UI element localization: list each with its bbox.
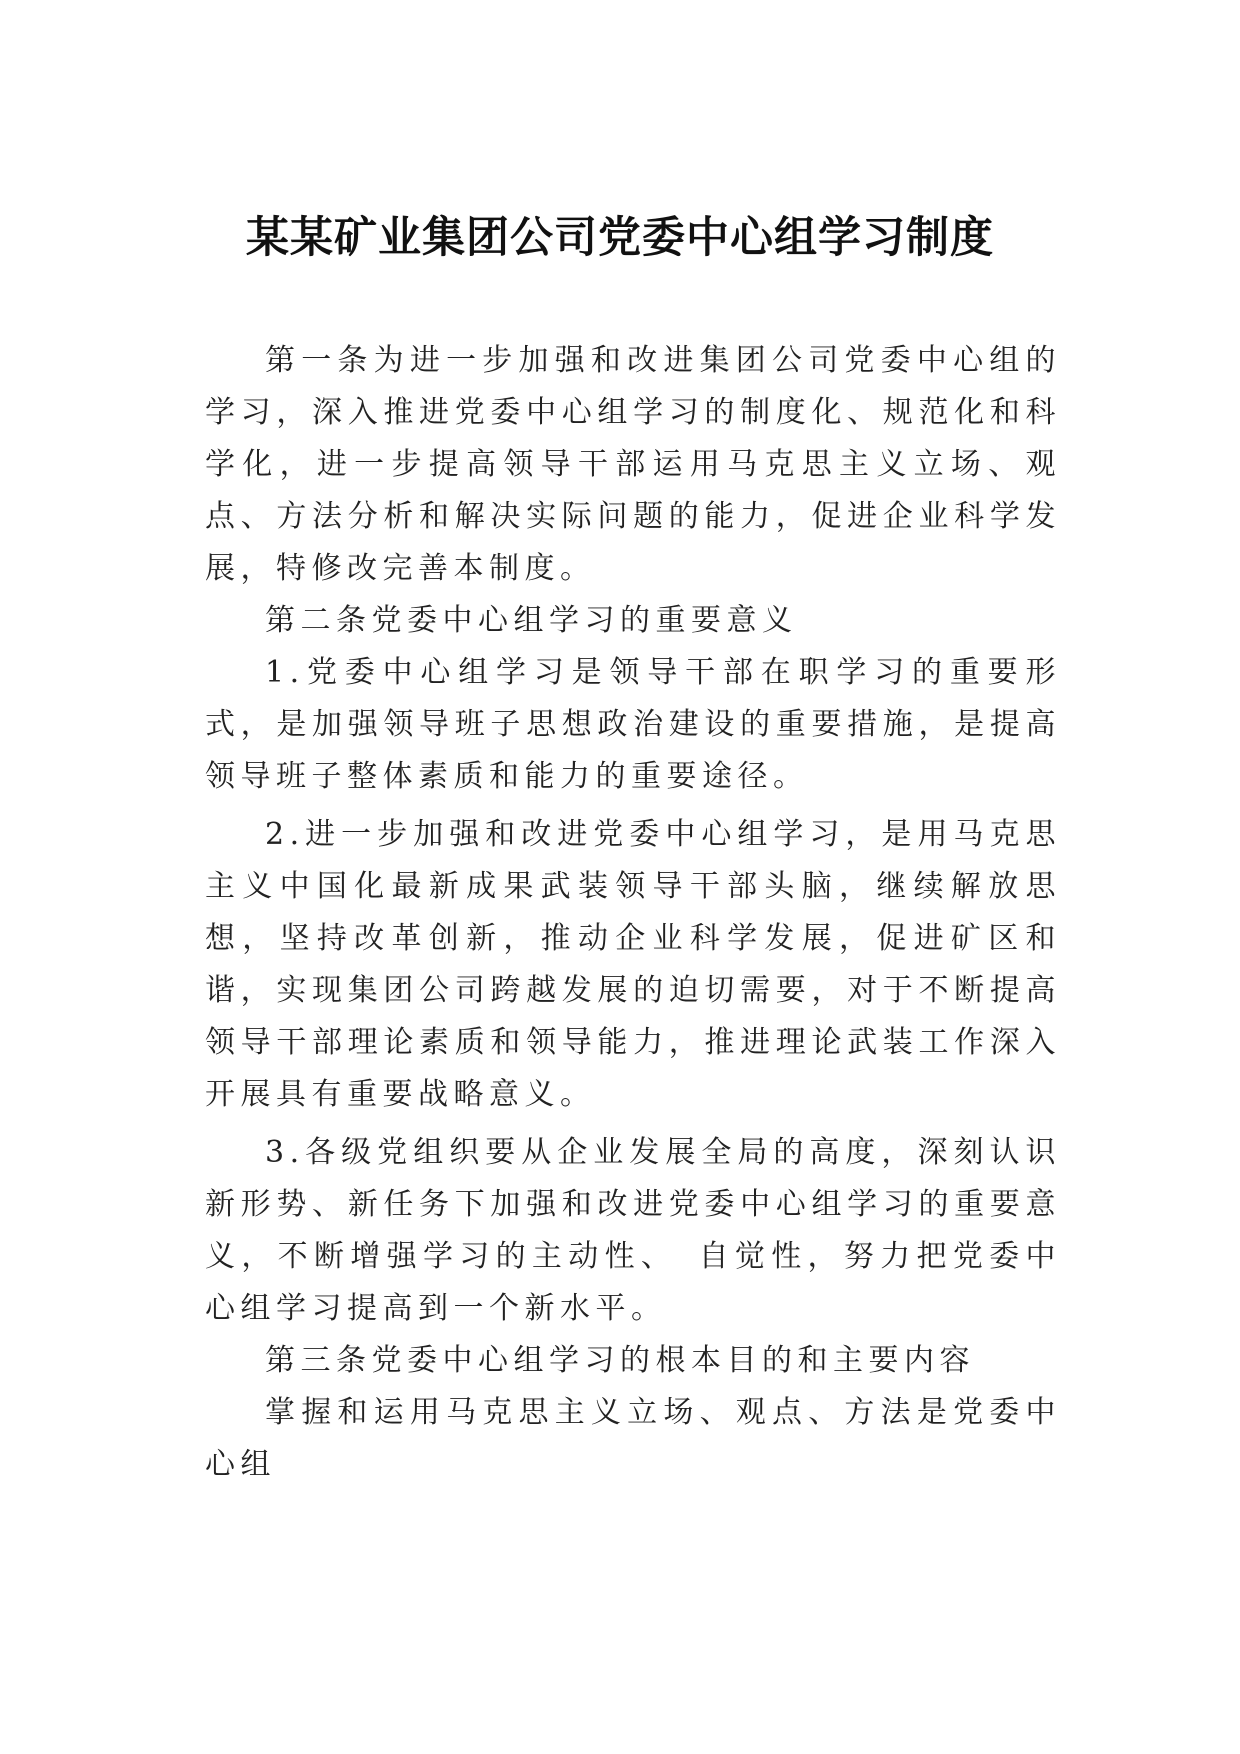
article-2-item-2: 2.进一步加强和改进党委中心组学习，是用马克思主义中国化最新成果武装领导干部头脑，继续解放思想，坚持改革创新，推动企业科学发展，促进矿区和谐，实现集团公司跨越发展的迫切需要，对于不断提高领导干部理论素质和领导能力，推进理论武装工作深入开展具有重要战略意义。 xyxy=(205,817,1061,1112)
article-2-item-1: 1.党委中心组学习是领导干部在职学习的重要形式，是加强领导班子思想政治建设的重要措施，是提高领导班子整体素质和能力的重要途径。 xyxy=(205,655,1061,794)
document-body xyxy=(205,335,1061,1491)
article-2-heading: 第二条党委中心组学习的重要意义 xyxy=(265,603,798,638)
article-1-paragraph: 第一条为进一步加强和改进集团公司党委中心组的学习，深入推进党委中心组学习的制度化、规范化和科学化，进一步提高领导干部运用马克思主义立场、观点、方法分析和解决实际问题的能力，促进企业科学发展，特修改完善本制度。 xyxy=(205,343,1061,586)
article-2-item-3: 3.各级党组织要从企业发展全局的高度，深刻认识新形势、新任务下加强和改进党委中心组学习的重要意义，不断增强学习的主动性、 自觉性，努力把党委中心组学习提高到一个新水平。 xyxy=(205,1135,1061,1326)
article-3-paragraph: 掌握和运用马克思主义立场、观点、方法是党委中心组 xyxy=(205,1395,1061,1482)
document-title: 某某矿业集团公司党委中心组学习制度 xyxy=(246,213,994,263)
article-3-heading: 第三条党委中心组学习的根本目的和主要内容 xyxy=(265,1343,975,1378)
